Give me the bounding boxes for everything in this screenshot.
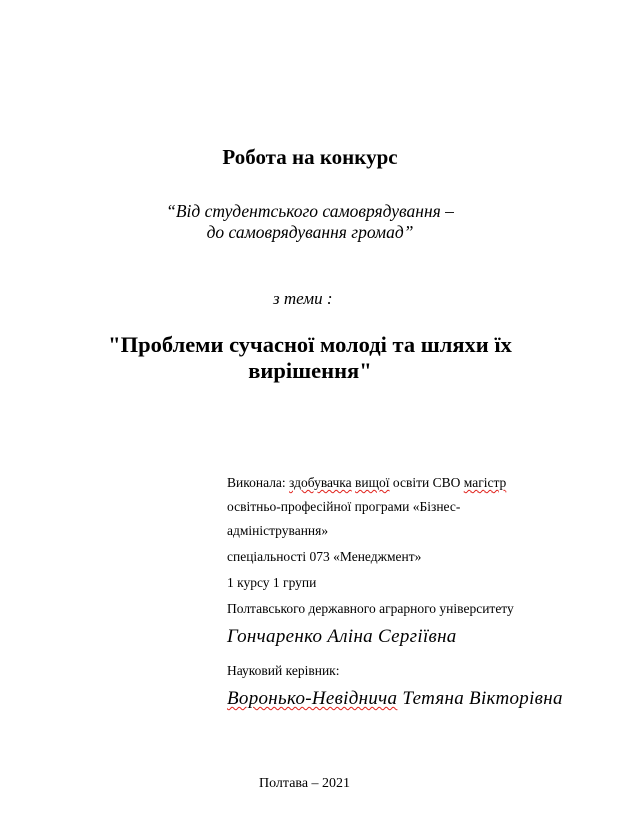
subtitle-line-1: “Від студентського самоврядування –: [166, 201, 454, 221]
spellcheck-word: Воронько-Невіднича: [227, 688, 398, 709]
theme-label: з теми :: [273, 289, 333, 308]
topic-line-2: вирішення": [248, 358, 372, 383]
spellcheck-word: здобувачка: [289, 475, 352, 490]
program-line-2: адміністрування»: [227, 523, 329, 538]
author-name: Гончаренко Аліна Сергіївна: [227, 626, 457, 647]
spellcheck-word: вищої: [355, 475, 390, 490]
specialty-line: спеціальності 073 «Менеджмент»: [227, 549, 422, 564]
document-title: Робота на конкурс: [222, 145, 398, 169]
topic-line-1: "Проблеми сучасної молоді та шляхи їх: [108, 332, 512, 357]
competition-subtitle: [0, 201, 620, 243]
author-info: [227, 470, 607, 622]
author-role-text: освіти СВО: [392, 475, 461, 490]
program-line-1: освітньо-професійної програми «Бізнес-: [227, 499, 461, 514]
university-line: Полтавського державного аграрного університету: [227, 601, 514, 616]
topic-title: [0, 332, 620, 384]
footer-city-year: Полтава – 2021: [259, 776, 351, 791]
supervisor-name: [227, 688, 563, 710]
author-prefix: Виконала:: [227, 475, 286, 490]
subtitle-line-2: до самоврядування громад”: [206, 222, 414, 242]
course-line: 1 курсу 1 групи: [227, 575, 317, 590]
spellcheck-word: магістр: [463, 475, 507, 490]
supervisor-name-rest: Тетяна Вікторівна: [402, 688, 563, 709]
supervisor-label: Науковий керівник:: [227, 663, 340, 678]
author-role-line: [227, 470, 607, 496]
